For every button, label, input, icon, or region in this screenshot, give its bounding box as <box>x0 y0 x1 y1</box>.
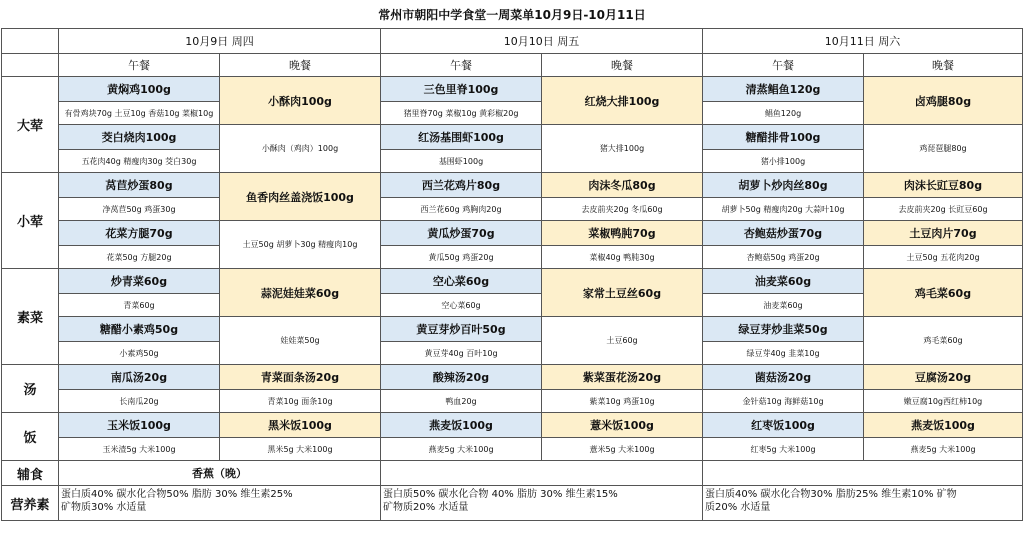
dish-ingredients: 鲳鱼120g <box>703 102 864 125</box>
dish-name: 蒜泥娃娃菜60g <box>220 269 381 317</box>
dish-name: 黄焖鸡100g <box>59 77 220 102</box>
day-header: 10月9日 周四 <box>59 29 381 54</box>
dish-name: 紫菜蛋花汤20g <box>542 365 703 390</box>
dish-name: 红烧大排100g <box>542 77 703 125</box>
dish-ingredients: 土豆50g 五花肉20g <box>864 246 1023 269</box>
category-soup: 汤 <box>2 365 59 413</box>
dish-name: 糖醋排骨100g <box>703 125 864 150</box>
dish-name: 家常土豆丝60g <box>542 269 703 317</box>
dish-ingredients: 黑米5g 大米100g <box>220 438 381 461</box>
dish-name: 土豆肉片70g <box>864 221 1023 246</box>
dish-ingredients: 去皮前夹20g 冬瓜60g <box>542 198 703 221</box>
dish-ingredients: 紫菜10g 鸡蛋10g <box>542 390 703 413</box>
dish-ingredients: 长南瓜20g <box>59 390 220 413</box>
dish-ingredients: 燕麦5g 大米100g <box>864 438 1023 461</box>
page-title: 常州市朝阳中学食堂一周菜单10月9日-10月11日 <box>378 7 646 22</box>
dish-name: 小酥肉100g <box>220 77 381 125</box>
dish-name: 黄瓜炒蛋70g <box>381 221 542 246</box>
nutrition-info <box>381 486 703 521</box>
dish-ingredients: 五花肉40g 精瘦肉30g 茭白30g <box>59 150 220 173</box>
dish-ingredients: 胡萝卜50g 精瘦肉20g 大蒜叶10g <box>703 198 864 221</box>
dish-name: 红枣饭100g <box>703 413 864 438</box>
dish-ingredients: 金针菇10g 海鲜菇10g <box>703 390 864 413</box>
dish-name: 鸡毛菜60g <box>864 269 1023 317</box>
dish-name: 酸辣汤20g <box>381 365 542 390</box>
dish-ingredients: 有骨鸡块70g 土豆10g 香菇10g 菜椒10g <box>59 102 220 125</box>
dish-name: 黑米饭100g <box>220 413 381 438</box>
dish-ingredients: 嫩豆腐10g西红柿10g <box>864 390 1023 413</box>
dish-ingredients: 油麦菜60g <box>703 294 864 317</box>
nutrition-line: 矿物质20% 水适量 <box>383 502 469 513</box>
dish-ingredients: 鸡毛菜60g <box>864 317 1023 365</box>
category-nutrition: 营养素 <box>2 486 59 521</box>
dish-ingredients: 青菜10g 面条10g <box>220 390 381 413</box>
dish-ingredients: 鸡琵琶腿80g <box>864 125 1023 173</box>
day-header: 10月11日 周六 <box>703 29 1023 54</box>
dish-ingredients: 绿豆芽40g 韭菜10g <box>703 342 864 365</box>
dish-ingredients: 基围虾100g <box>381 150 542 173</box>
dish-name: 鱼香肉丝盖浇饭100g <box>220 173 381 221</box>
weekly-menu-table <box>1 0 1023 521</box>
dish-ingredients: 空心菜60g <box>381 294 542 317</box>
dish-ingredients: 净莴苣50g 鸡蛋30g <box>59 198 220 221</box>
dish-name: 糖醋小素鸡50g <box>59 317 220 342</box>
dish-ingredients: 娃娃菜50g <box>220 317 381 365</box>
dish-ingredients: 菜椒40g 鸭肫30g <box>542 246 703 269</box>
meal-header-lunch: 午餐 <box>59 54 220 77</box>
dish-ingredients: 小酥肉（鸡肉）100g <box>220 125 381 173</box>
day-header: 10月10日 周五 <box>381 29 703 54</box>
category-meat: 大荤 <box>2 77 59 173</box>
dish-ingredients: 土豆50g 胡萝卜30g 精瘦肉10g <box>220 221 381 269</box>
dish-name: 豆腐汤20g <box>864 365 1023 390</box>
dish-ingredients: 黄豆芽40g 百叶10g <box>381 342 542 365</box>
dish-name: 炒青菜60g <box>59 269 220 294</box>
nutrition-line: 质20% 水适量 <box>705 502 771 513</box>
dish-ingredients: 红枣5g 大米100g <box>703 438 864 461</box>
dish-name: 燕麦饭100g <box>381 413 542 438</box>
meal-header-dinner: 晚餐 <box>864 54 1023 77</box>
category-half-meat: 小荤 <box>2 173 59 269</box>
nutrition-line: 矿物质30% 水适量 <box>61 502 147 513</box>
dish-ingredients: 花菜50g 方腿20g <box>59 246 220 269</box>
dish-name: 黄豆芽炒百叶50g <box>381 317 542 342</box>
meal-header-lunch: 午餐 <box>703 54 864 77</box>
dish-name: 红汤基围虾100g <box>381 125 542 150</box>
dish-name: 卤鸡腿80g <box>864 77 1023 125</box>
dish-ingredients: 杏鲍菇50g 鸡蛋20g <box>703 246 864 269</box>
nutrition-line: 蛋白质40% 碳水化合物30% 脂肪25% 维生素10% 矿物 <box>705 489 957 500</box>
nutrition-line: 蛋白质40% 碳水化合物50% 脂肪 30% 维生素25% <box>61 489 293 500</box>
dish-name: 杏鲍菇炒蛋70g <box>703 221 864 246</box>
meal-header-dinner: 晚餐 <box>220 54 381 77</box>
category-rice: 饭 <box>2 413 59 461</box>
nutrition-line: 蛋白质50% 碳水化合物 40% 脂肪 30% 维生素15% <box>383 489 618 500</box>
dish-name: 菌菇汤20g <box>703 365 864 390</box>
dish-ingredients: 青菜60g <box>59 294 220 317</box>
meal-header-dinner: 晚餐 <box>542 54 703 77</box>
dish-name: 茭白烧肉100g <box>59 125 220 150</box>
dish-ingredients: 去皮前夹20g 长豇豆60g <box>864 198 1023 221</box>
dish-name: 玉米饭100g <box>59 413 220 438</box>
dish-name: 青菜面条汤20g <box>220 365 381 390</box>
dish-ingredients: 小素鸡50g <box>59 342 220 365</box>
dish-ingredients: 黄瓜50g 鸡蛋20g <box>381 246 542 269</box>
dish-name: 西兰花鸡片80g <box>381 173 542 198</box>
dish-name: 空心菜60g <box>381 269 542 294</box>
dish-ingredients: 西兰花60g 鸡胸肉20g <box>381 198 542 221</box>
dish-name: 肉沫冬瓜80g <box>542 173 703 198</box>
dish-ingredients: 燕麦5g 大米100g <box>381 438 542 461</box>
dish-name: 花菜方腿70g <box>59 221 220 246</box>
dish-name: 菜椒鸭肫70g <box>542 221 703 246</box>
dish-name: 胡萝卜炒肉丝80g <box>703 173 864 198</box>
dish-name: 绿豆芽炒韭菜50g <box>703 317 864 342</box>
meal-header-lunch: 午餐 <box>381 54 542 77</box>
category-snack: 辅食 <box>2 461 59 486</box>
dish-name: 燕麦饭100g <box>864 413 1023 438</box>
dish-ingredients: 土豆60g <box>542 317 703 365</box>
dish-name: 清蒸鲳鱼120g <box>703 77 864 102</box>
dish-ingredients: 鸭血20g <box>381 390 542 413</box>
category-vegetable: 素菜 <box>2 269 59 365</box>
dish-ingredients: 猪小排100g <box>703 150 864 173</box>
dish-name: 三色里脊100g <box>381 77 542 102</box>
dish-name: 薏米饭100g <box>542 413 703 438</box>
dish-name: 莴苣炒蛋80g <box>59 173 220 198</box>
dish-ingredients: 猪里脊70g 菜椒10g 黄彩椒20g <box>381 102 542 125</box>
snack-item: 香蕉（晚） <box>59 461 381 486</box>
dish-name: 南瓜汤20g <box>59 365 220 390</box>
dish-ingredients: 猪大排100g <box>542 125 703 173</box>
dish-ingredients: 玉米渣5g 大米100g <box>59 438 220 461</box>
dish-name: 油麦菜60g <box>703 269 864 294</box>
nutrition-info <box>703 486 1023 521</box>
dish-name: 肉沫长豇豆80g <box>864 173 1023 198</box>
dish-ingredients: 薏米5g 大米100g <box>542 438 703 461</box>
nutrition-info <box>59 486 381 521</box>
